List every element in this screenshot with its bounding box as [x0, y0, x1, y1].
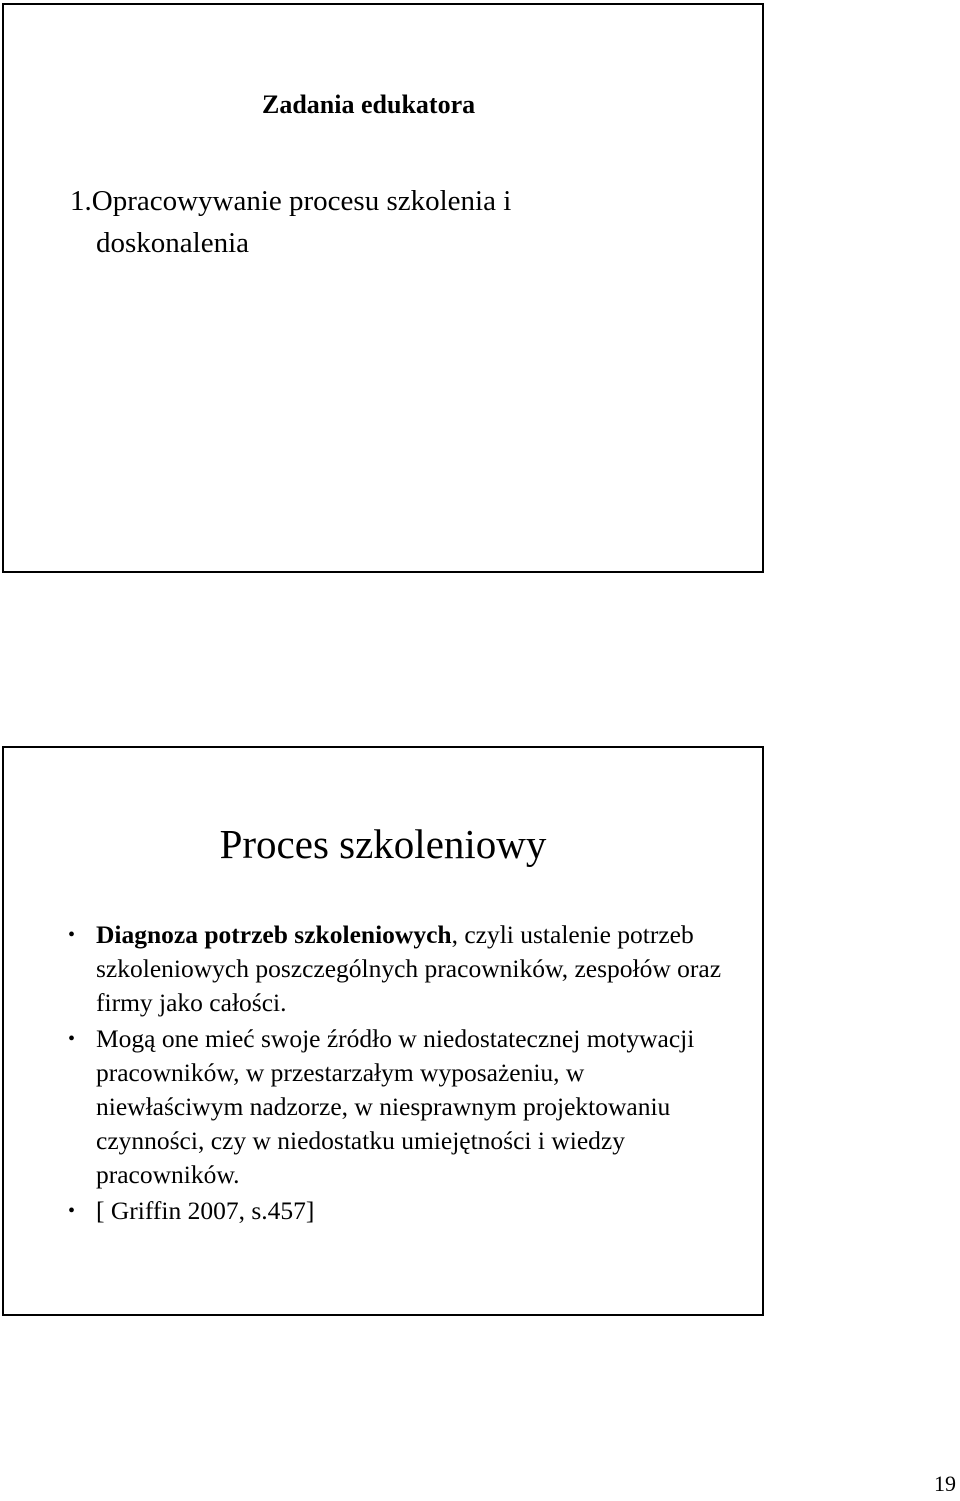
bullet-item	[64, 1022, 724, 1192]
bullet-icon: •	[68, 1028, 76, 1050]
numbered-item-line-1: 1.Opracowywanie procesu szkolenia i	[70, 185, 512, 217]
slide-title: Proces szkoleniowy	[219, 821, 547, 867]
bullet-list	[64, 918, 724, 1228]
bullet-icon: •	[68, 1200, 76, 1222]
bullet-item	[64, 1194, 724, 1228]
bullet-bold-term: Diagnoza potrzeb szkoleniowych	[96, 920, 452, 949]
bullet-item	[64, 918, 724, 1020]
slide-zadania-edukatora	[2, 3, 764, 573]
page-number: 19	[934, 1471, 956, 1496]
numbered-item	[70, 180, 670, 264]
slide-title: Zadania edukatora	[262, 90, 476, 119]
bullet-text: , czyli ustalenie potrzeb szkoleniowych poszczególnych pracowników, zespołów oraz firmy jako całości.	[96, 920, 722, 1017]
bullet-text: Mogą one mieć swoje źródło w niedostatecznej motywacji pracowników, w przestarzałym wyposażeniu, w niewłaściwym nadzorze, w niesprawnym projektowaniu czynności, czy w niedostatku umiejętności i wiedzy pracowników.	[96, 1024, 695, 1189]
slide-proces-szkoleniowy	[2, 746, 764, 1316]
citation-text: [ Griffin 2007, s.457]	[96, 1196, 315, 1225]
bullet-icon: •	[68, 924, 76, 946]
numbered-item-line-2: doskonalenia	[96, 227, 250, 259]
